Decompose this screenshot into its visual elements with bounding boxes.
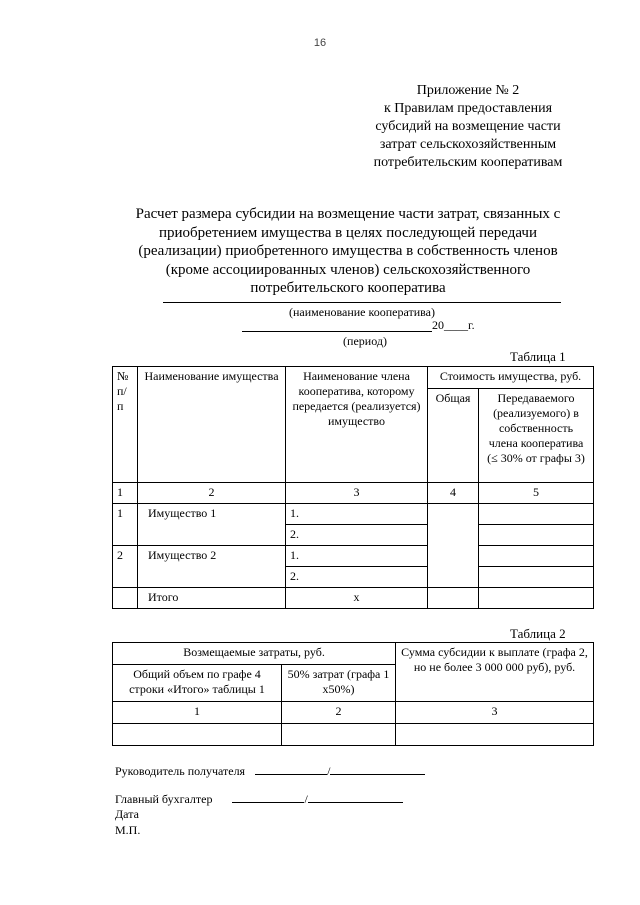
- accountant-label: Главный бухгалтер: [115, 792, 213, 806]
- table-1: [112, 366, 594, 609]
- total-row: [113, 588, 594, 609]
- header-property-name: Наименование имущества: [138, 367, 286, 483]
- head-name-blank: [330, 762, 425, 775]
- cooperative-name-hint: (наименование кооператива): [289, 305, 435, 319]
- head-signature-line: [115, 762, 425, 779]
- appendix-line: Приложение № 2: [416, 83, 520, 98]
- head-signature-blank: [255, 762, 327, 775]
- appendix-line: потребительским кооперативам: [373, 155, 563, 170]
- header-fifty-percent: 50% затрат (графа 1 х50%): [282, 665, 396, 702]
- row-member: 2.: [286, 525, 428, 546]
- total-cost-cell: [428, 588, 479, 609]
- date-label: Дата: [115, 807, 139, 821]
- period-hint: (период): [343, 334, 387, 348]
- table-row: [113, 504, 594, 525]
- table1-label: Таблица 1: [510, 349, 566, 364]
- row-num: 1: [113, 504, 138, 546]
- total-member: x: [286, 588, 428, 609]
- row-member: 1.: [286, 546, 428, 567]
- col-number: 3: [286, 483, 428, 504]
- title-line: потребительского кооператива: [250, 280, 446, 296]
- header-subsidy-amount: Сумма субсидии к выплате (графа 2, но не более 3 000 000 руб), руб.: [396, 643, 594, 702]
- appendix-line: затрат сельскохозяйственным: [379, 137, 557, 152]
- accountant-signature-line: [115, 790, 403, 807]
- col-number: 5: [479, 483, 594, 504]
- document-title: [128, 205, 568, 298]
- header-num: № п/п: [113, 367, 138, 483]
- title-line: (кроме ассоциированных членов) сельскохозяйственного: [165, 261, 531, 278]
- stamp-label: М.П.: [115, 823, 141, 837]
- col-number: 2: [138, 483, 286, 504]
- header-total-volume: Общий объем по графе 4 строки «Итого» таблицы 1: [113, 665, 282, 702]
- cost-transferred-cell: [479, 525, 594, 546]
- period-year: 20____г.: [432, 318, 475, 332]
- value-cell: [282, 724, 396, 746]
- table2-label: Таблица 2: [510, 626, 566, 641]
- col-number: 4: [428, 483, 479, 504]
- appendix-header: [360, 82, 576, 172]
- total-transferred-cell: [479, 588, 594, 609]
- cost-total-cell: [428, 504, 479, 588]
- header-reimbursed-costs: Возмещаемые затраты, руб.: [113, 643, 396, 665]
- header-cost-transferred: Передаваемого (реализуемого) в собственность члена кооператива (≤ 30% от графы 3): [479, 389, 594, 483]
- value-cell: [396, 724, 594, 746]
- head-label: Руководитель получателя: [115, 764, 246, 778]
- signature-separator: /: [327, 764, 331, 778]
- table-2: [112, 642, 594, 746]
- col-number: 2: [282, 702, 396, 724]
- appendix-line: субсидий на возмещение части: [375, 119, 561, 134]
- row-member: 2.: [286, 567, 428, 588]
- row-member: 1.: [286, 504, 428, 525]
- cooperative-name-line: [163, 302, 561, 303]
- accountant-signature-blank: [232, 790, 304, 803]
- total-label: Итого: [138, 588, 286, 609]
- period-line: [242, 331, 432, 332]
- appendix-line: к Правилам предоставления: [383, 101, 553, 116]
- value-cell: [113, 724, 282, 746]
- cost-transferred-cell: [479, 567, 594, 588]
- row-property-name: Имущество 1: [138, 504, 286, 546]
- title-line: Расчет размера субсидии на возмещение части затрат, связанных с: [135, 206, 561, 222]
- col-number: 1: [113, 483, 138, 504]
- cost-transferred-cell: [479, 504, 594, 525]
- header-cost-total: Общая: [428, 389, 479, 483]
- cost-transferred-cell: [479, 546, 594, 567]
- table-row: [113, 546, 594, 567]
- row-num: 2: [113, 546, 138, 588]
- header-member-name: Наименование члена кооператива, которому передается (реализуется) имущество: [286, 367, 428, 483]
- col-number: 1: [113, 702, 282, 724]
- table-row: [113, 724, 594, 746]
- title-line: приобретением имущества в целях последующей передачи: [158, 224, 537, 241]
- header-property-cost: Стоимость имущества, руб.: [428, 367, 594, 389]
- title-line: (реализации) приобретенного имущества в собственность членов: [138, 243, 558, 259]
- row-property-name: Имущество 2: [138, 546, 286, 588]
- page-number: 16: [313, 37, 327, 49]
- col-number: 3: [396, 702, 594, 724]
- accountant-name-blank: [308, 790, 403, 803]
- signature-separator: /: [304, 792, 308, 806]
- total-num-cell: [113, 588, 138, 609]
